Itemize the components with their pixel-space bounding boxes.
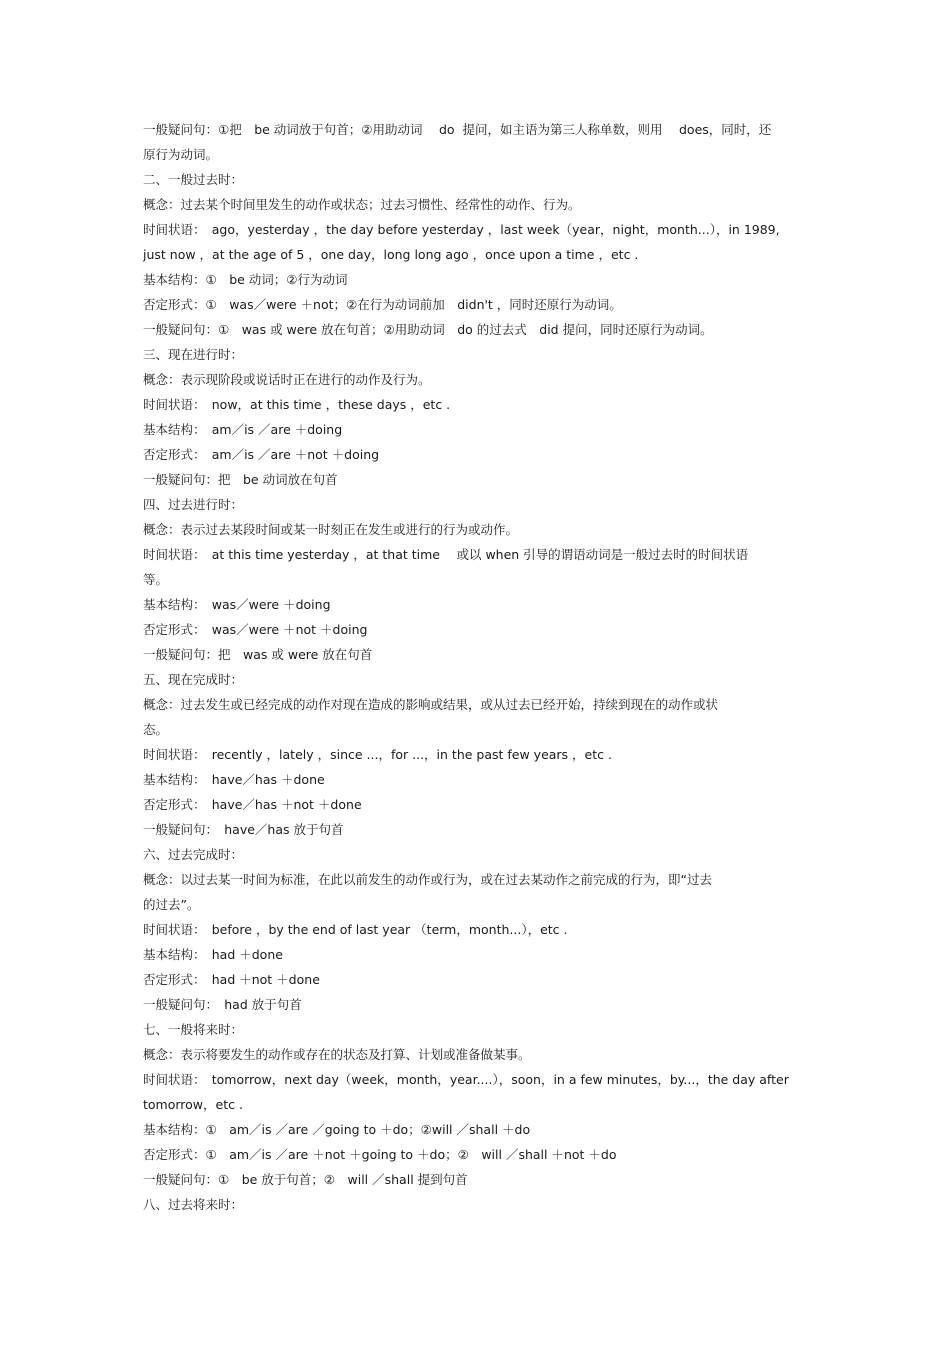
- text-line: 时间状语： at this time yesterday ，at that time 或以 when 引导的谓语动词是一般过去时的时间状语: [143, 547, 749, 562]
- text-line: just now ，at the age of 5 ，one day，long long ago ，once upon a time ，etc .: [143, 247, 639, 262]
- text-line: 三、现在进行时：: [143, 347, 244, 362]
- document-body: [143, 117, 808, 1217]
- text-line: 否定形式： had ＋not ＋done: [143, 972, 320, 987]
- text-line: 基本结构：① be 动词；②行为动词: [143, 272, 348, 287]
- text-line: 时间状语： ago，yesterday ，the day before yesterday ，last week（year，night，month...），in 1989,: [143, 222, 780, 237]
- text-line: 基本结构： was／were ＋doing: [143, 597, 331, 612]
- text-line: 二、一般过去时：: [143, 172, 244, 187]
- text-line: 否定形式：① am／is ／are ＋not ＋going to ＋do；② will ／shall ＋not ＋do: [143, 1147, 617, 1162]
- text-line: 时间状语： now，at this time ，these days ，etc .: [143, 397, 451, 412]
- text-line: 时间状语： tomorrow，next day（week，month，year....），soon，in a few minutes，by...，the day after: [143, 1072, 789, 1087]
- text-line: 一般疑问句：把 be 动词放在句首: [143, 472, 338, 487]
- text-line: 概念：过去某个时间里发生的动作或状态；过去习惯性、经常性的动作、行为。: [143, 197, 581, 212]
- text-line: 一般疑问句：①把 be 动词放于句首；②用助动词 do 提问，如主语为第三人称单数，则用 does，同时，还: [143, 122, 772, 137]
- text-line: 八、过去将来时：: [143, 1197, 244, 1212]
- text-line: 五、现在完成时：: [143, 672, 244, 687]
- text-line: 基本结构： have／has ＋done: [143, 772, 325, 787]
- text-line: 等。: [143, 572, 169, 587]
- text-line: 否定形式： have／has ＋not ＋done: [143, 797, 362, 812]
- text-line: 的过去”。: [143, 897, 200, 912]
- text-line: 基本结构： had ＋done: [143, 947, 283, 962]
- text-line: 时间状语： before ，by the end of last year （term，month...），etc .: [143, 922, 568, 937]
- text-line: 态。: [143, 722, 169, 737]
- text-line: 一般疑问句：把 was 或 were 放在句首: [143, 647, 373, 662]
- text-line: 概念：表示现阶段或说话时正在进行的动作及行为。: [143, 372, 431, 387]
- text-line: 概念：过去发生或已经完成的动作对现在造成的影响或结果，或从过去已经开始，持续到现在的动作或状: [143, 697, 719, 712]
- text-line: 一般疑问句： have／has 放于句首: [143, 822, 344, 837]
- text-line: tomorrow，etc .: [143, 1097, 243, 1112]
- text-line: 概念：以过去某一时间为标准，在此以前发生的动作或行为，或在过去某动作之前完成的行为，即“过去: [143, 872, 712, 887]
- text-line: 一般疑问句： had 放于句首: [143, 997, 302, 1012]
- text-line: 否定形式： am／is ／are ＋not ＋doing: [143, 447, 380, 462]
- text-line: 七、一般将来时：: [143, 1022, 244, 1037]
- text-line: 否定形式： was／were ＋not ＋doing: [143, 622, 368, 637]
- text-line: 一般疑问句：① be 放于句首；② will ／shall 提到句首: [143, 1172, 468, 1187]
- text-line: 四、过去进行时：: [143, 497, 244, 512]
- text-line: 否定形式：① was／were ＋not；②在行为动词前加 didn't ，同时还原行为动词。: [143, 297, 622, 312]
- text-line: 一般疑问句：① was 或 were 放在句首；②用助动词 do 的过去式 did 提问，同时还原行为动词。: [143, 322, 713, 337]
- text-line: 六、过去完成时：: [143, 847, 244, 862]
- text-line: 基本结构： am／is ／are ＋doing: [143, 422, 343, 437]
- text-line: 概念：表示将要发生的动作或存在的状态及打算、计划或准备做某事。: [143, 1047, 531, 1062]
- text-line: 概念：表示过去某段时间或某一时刻正在发生或进行的行为或动作。: [143, 522, 519, 537]
- text-line: 基本结构：① am／is ／are ／going to ＋do；②will ／shall ＋do: [143, 1122, 531, 1137]
- text-line: 原行为动词。: [143, 147, 219, 162]
- text-line: 时间状语： recently ，lately ，since ...，for ...，in the past few years ，etc .: [143, 747, 612, 762]
